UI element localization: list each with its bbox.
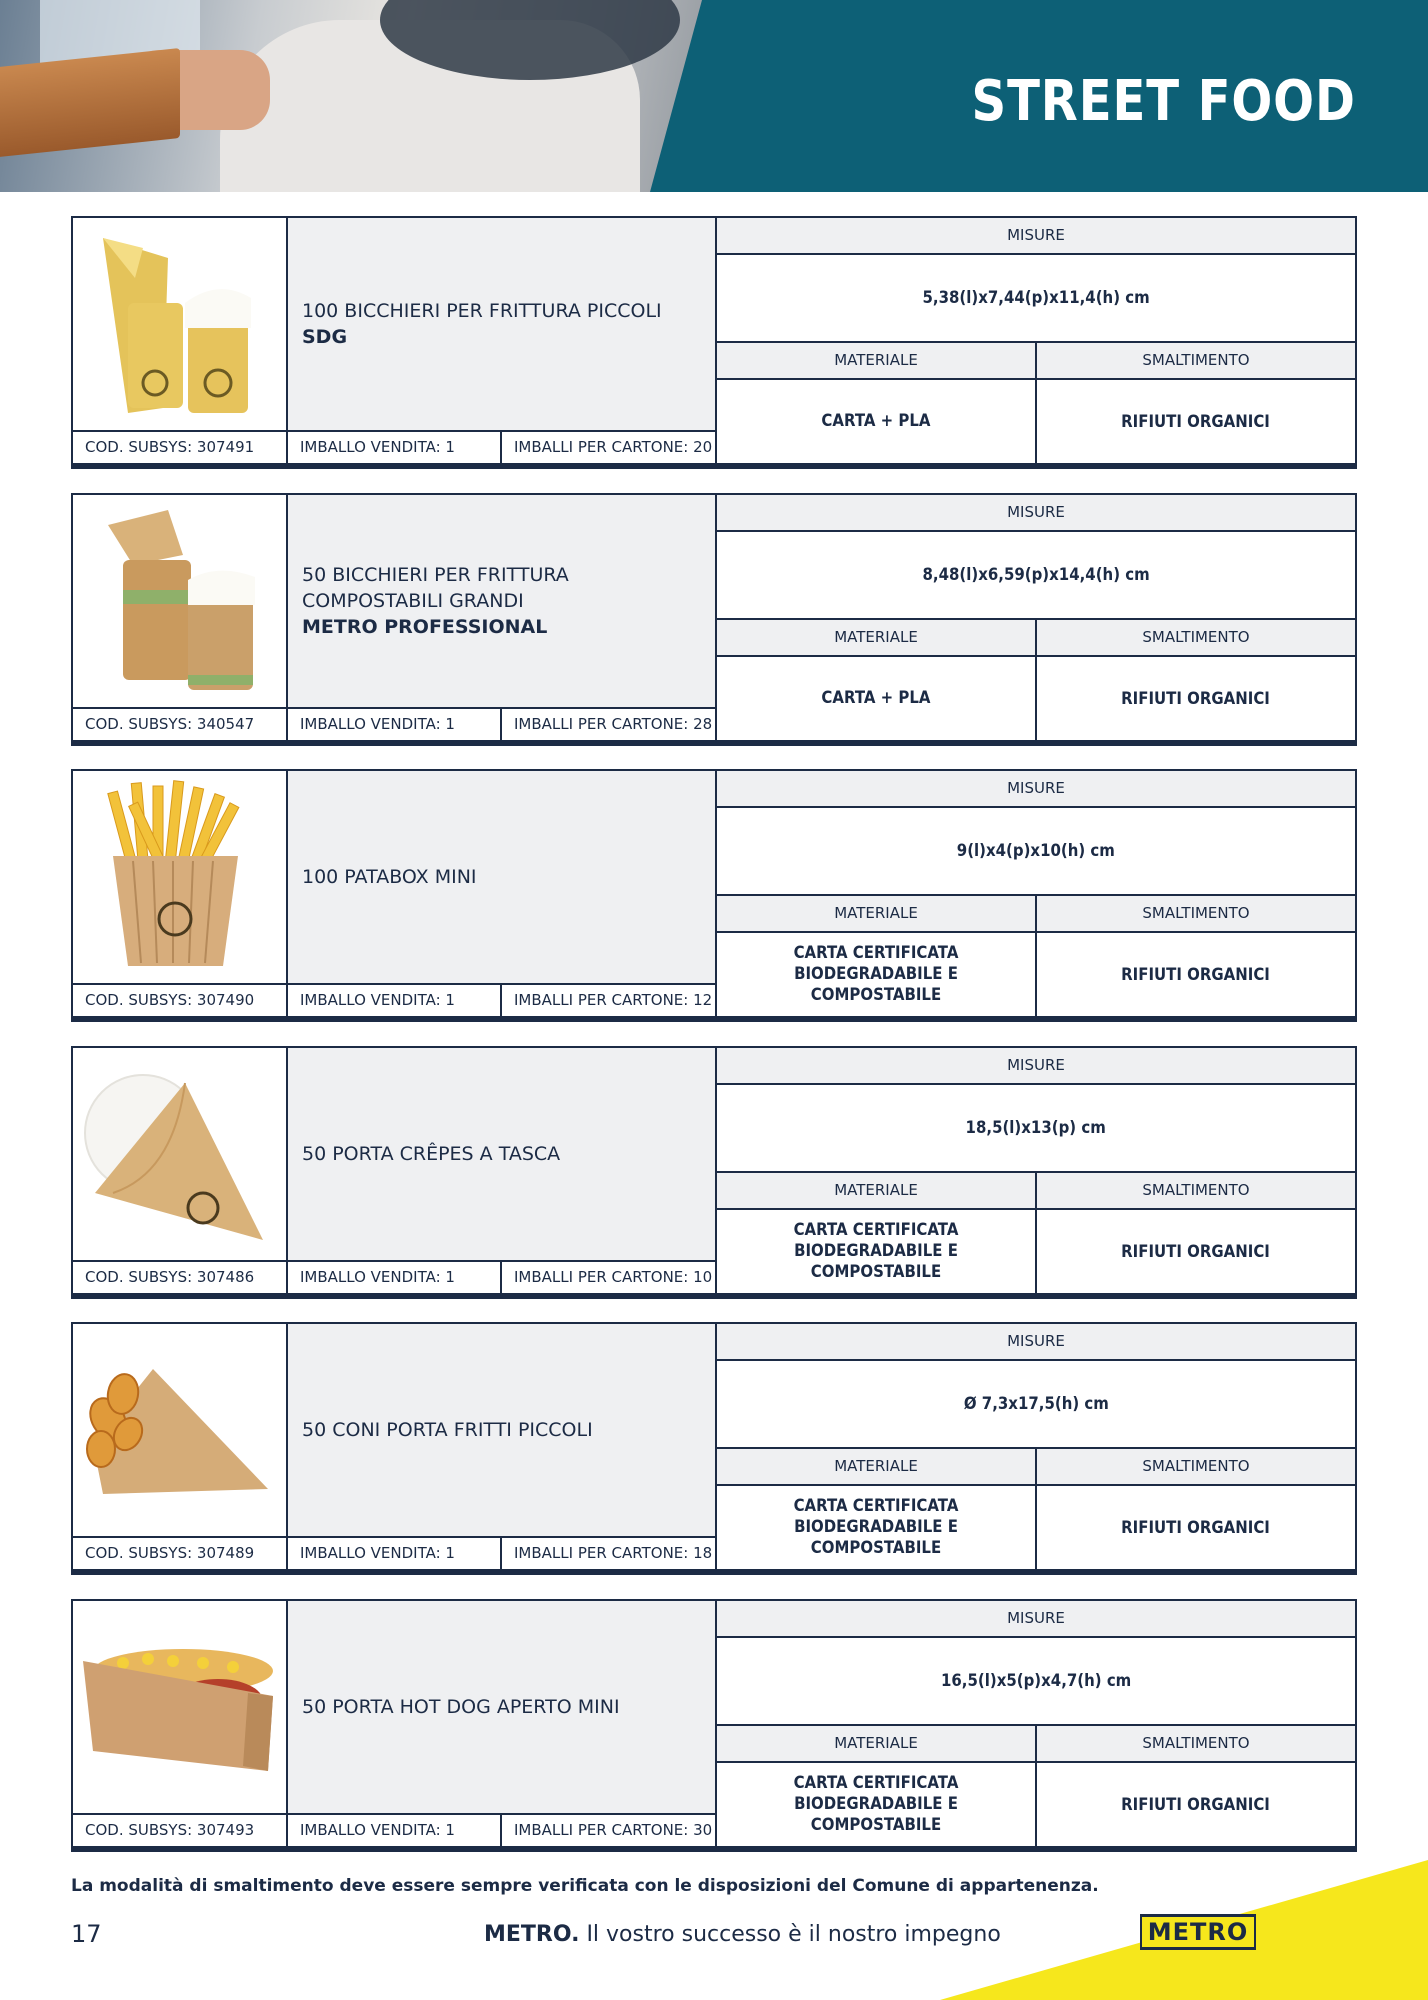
product-brand: METRO PROFESSIONAL [302,616,548,638]
disposal-value: RIFIUTI ORGANICI [1037,933,1355,1016]
product-code: COD. SUBSYS: 307490 [73,985,288,1016]
measures-value: Ø 7,3x17,5(h) cm [717,1361,1355,1449]
tagline [484,1922,1001,1947]
measures-value: 5,38(l)x7,44(p)x11,4(h) cm [717,255,1355,343]
product-card [71,769,1357,1022]
product-name-cell [288,1324,717,1538]
product-name-cell [288,1048,717,1262]
product-code: COD. SUBSYS: 307486 [73,1262,288,1293]
packs-per-carton: IMBALLI PER CARTONE: 30 [502,1815,717,1846]
measures-header: MISURE [717,218,1355,255]
disposal-header: SMALTIMENTO [1037,1449,1355,1486]
product-card [71,1046,1357,1299]
product-brand: SDG [302,326,348,348]
disposal-value: RIFIUTI ORGANICI [1037,1486,1355,1569]
product-name: 50 BICCHIERI PER FRITTURA COMPOSTABILI GRANDI [302,564,569,612]
product-name: 100 PATABOX MINI [302,866,477,888]
packs-per-carton: IMBALLI PER CARTONE: 10 [502,1262,717,1293]
product-card [71,493,1357,746]
compostable-cups-icon [73,495,284,705]
disposal-header: SMALTIMENTO [1037,1173,1355,1210]
product-name-cell [288,771,717,985]
tagline-brand: METRO. [484,1922,580,1947]
disposal-header: SMALTIMENTO [1037,896,1355,933]
measures-value: 18,5(l)x13(p) cm [717,1085,1355,1173]
product-name-cell [288,218,717,432]
product-code: COD. SUBSYS: 307491 [73,432,288,463]
product-name-cell [288,1601,717,1815]
measures-value: 9(l)x4(p)x10(h) cm [717,808,1355,896]
packs-per-carton: IMBALLI PER CARTONE: 12 [502,985,717,1016]
disposal-value: RIFIUTI ORGANICI [1037,1763,1355,1846]
product-image [73,1048,288,1262]
product-code: COD. SUBSYS: 307489 [73,1538,288,1569]
material-header: MATERIALE [717,343,1037,380]
product-code: COD. SUBSYS: 340547 [73,709,288,740]
disposal-header: SMALTIMENTO [1037,1726,1355,1763]
product-name: 50 PORTA CRÊPES A TASCA [302,1143,561,1165]
disposal-value: RIFIUTI ORGANICI [1037,1210,1355,1293]
disposal-header: SMALTIMENTO [1037,343,1355,380]
material-header: MATERIALE [717,1449,1037,1486]
product-image [73,771,288,985]
metro-logo: METRO [1140,1914,1256,1950]
tagline-text: Il vostro successo è il nostro impegno [579,1922,1001,1947]
material-value: CARTA + PLA [717,657,1037,740]
measures-header: MISURE [717,1324,1355,1361]
measures-header: MISURE [717,771,1355,808]
sale-pack: IMBALLO VENDITA: 1 [288,709,502,740]
material-value: CARTA CERTIFICATA BIODEGRADABILE E COMPOSTABILE [717,933,1037,1016]
material-header: MATERIALE [717,620,1037,657]
product-card [71,1322,1357,1575]
product-code: COD. SUBSYS: 307493 [73,1815,288,1846]
material-value: CARTA CERTIFICATA BIODEGRADABILE E COMPOSTABILE [717,1486,1037,1569]
product-image [73,1324,288,1538]
sale-pack: IMBALLO VENDITA: 1 [288,985,502,1016]
measures-header: MISURE [717,1048,1355,1085]
product-name: 100 BICCHIERI PER FRITTURA PICCOLI [302,300,662,322]
sale-pack: IMBALLO VENDITA: 1 [288,1538,502,1569]
crepe-pocket-icon [73,1048,284,1258]
fry-cups-icon [73,218,284,428]
disposal-header: SMALTIMENTO [1037,620,1355,657]
measures-header: MISURE [717,495,1355,532]
packs-per-carton: IMBALLI PER CARTONE: 28 [502,709,717,740]
material-value: CARTA CERTIFICATA BIODEGRADABILE E COMPOSTABILE [717,1210,1037,1293]
material-value: CARTA CERTIFICATA BIODEGRADABILE E COMPOSTABILE [717,1763,1037,1846]
disposal-value: RIFIUTI ORGANICI [1037,380,1355,463]
page-number: 17 [71,1920,102,1948]
hot-dog-tray-icon [73,1601,284,1811]
product-image [73,495,288,709]
material-header: MATERIALE [717,1173,1037,1210]
measures-header: MISURE [717,1601,1355,1638]
material-header: MATERIALE [717,896,1037,933]
sale-pack: IMBALLO VENDITA: 1 [288,1815,502,1846]
page-title: STREET FOOD [971,69,1356,134]
fries-box-icon [73,771,284,981]
product-name: 50 PORTA HOT DOG APERTO MINI [302,1696,620,1718]
header-photo [0,0,720,192]
fry-cone-icon [73,1324,284,1534]
material-header: MATERIALE [717,1726,1037,1763]
product-name-cell [288,495,717,709]
product-card [71,1599,1357,1852]
sale-pack: IMBALLO VENDITA: 1 [288,1262,502,1293]
product-card [71,216,1357,469]
material-value: CARTA + PLA [717,380,1037,463]
measures-value: 8,48(l)x6,59(p)x14,4(h) cm [717,532,1355,620]
header-banner [0,0,1428,192]
measures-value: 16,5(l)x5(p)x4,7(h) cm [717,1638,1355,1726]
sale-pack: IMBALLO VENDITA: 1 [288,432,502,463]
disposal-note: La modalità di smaltimento deve essere sempre verificata con le disposizioni del Comune di appartenenza. [71,1876,1099,1896]
product-image [73,1601,288,1815]
packs-per-carton: IMBALLI PER CARTONE: 20 [502,432,717,463]
disposal-value: RIFIUTI ORGANICI [1037,657,1355,740]
packs-per-carton: IMBALLI PER CARTONE: 18 [502,1538,717,1569]
product-name: 50 CONI PORTA FRITTI PICCOLI [302,1419,593,1441]
product-image [73,218,288,432]
